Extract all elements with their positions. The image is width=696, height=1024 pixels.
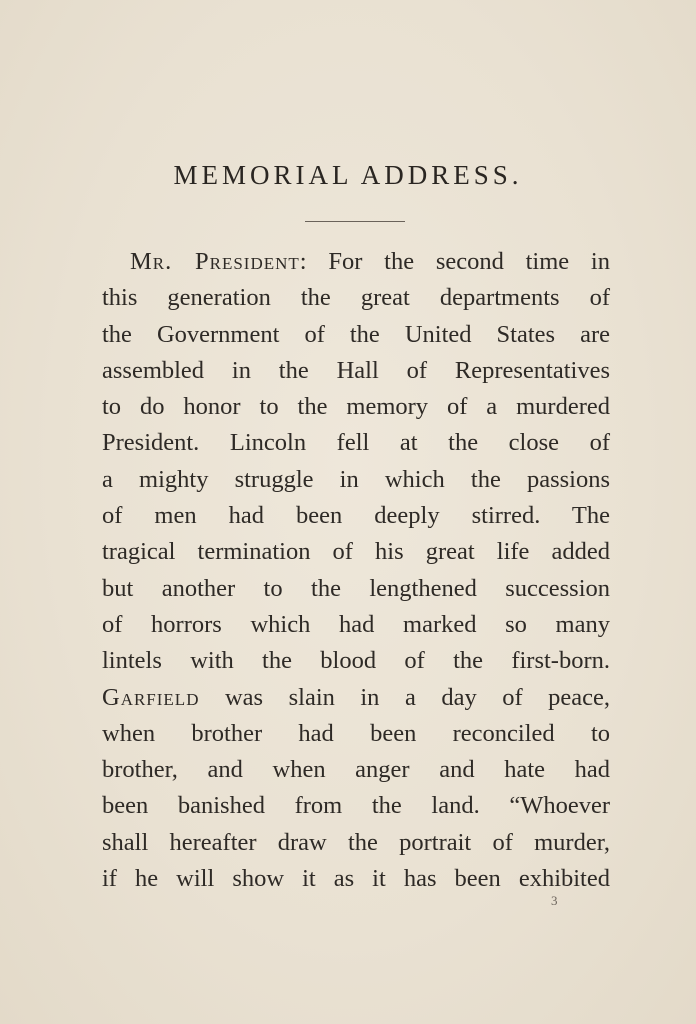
text-line: this generation the great departments of bbox=[102, 284, 610, 312]
text-line: tragical termination of his great life added bbox=[102, 538, 610, 566]
text-line bbox=[102, 680, 610, 716]
text-line: to do honor to the memory of a murdered bbox=[102, 393, 610, 421]
line-1-rest: : For the second time in bbox=[299, 248, 610, 275]
text-line: of horrors which had marked so many bbox=[102, 610, 610, 638]
text-line: brother, and when anger and hate had bbox=[102, 756, 610, 784]
text-line bbox=[102, 244, 610, 280]
text-line: assembled in the Hall of Representatives bbox=[102, 356, 610, 384]
name-garfield: Garfield bbox=[102, 683, 200, 711]
text-line: been banished from the land. “Whoever bbox=[102, 792, 610, 820]
text-line: if he will show it as it has been exhibited bbox=[102, 865, 610, 893]
title-divider bbox=[305, 221, 405, 222]
text-line: shall hereafter draw the portrait of murder, bbox=[102, 828, 610, 856]
body-text bbox=[102, 244, 610, 897]
text-line: a mighty struggle in which the passions bbox=[102, 465, 610, 493]
text-line: the Government of the United States are bbox=[102, 320, 610, 348]
garfield-line-rest: was slain in a day of peace, bbox=[199, 683, 610, 711]
page-title: MEMORIAL ADDRESS. bbox=[173, 160, 523, 190]
text-line: lintels with the blood of the first-born. bbox=[102, 647, 610, 675]
text-line: of men had been deeply stirred. The bbox=[102, 502, 610, 530]
text-line: President. Lincoln fell at the close of bbox=[102, 429, 610, 457]
text-line: but another to the lengthened succession bbox=[102, 574, 610, 602]
salutation: Mr. President bbox=[130, 248, 300, 275]
text-line: when brother had been reconciled to bbox=[102, 719, 610, 747]
page-number: 3 bbox=[551, 893, 558, 908]
